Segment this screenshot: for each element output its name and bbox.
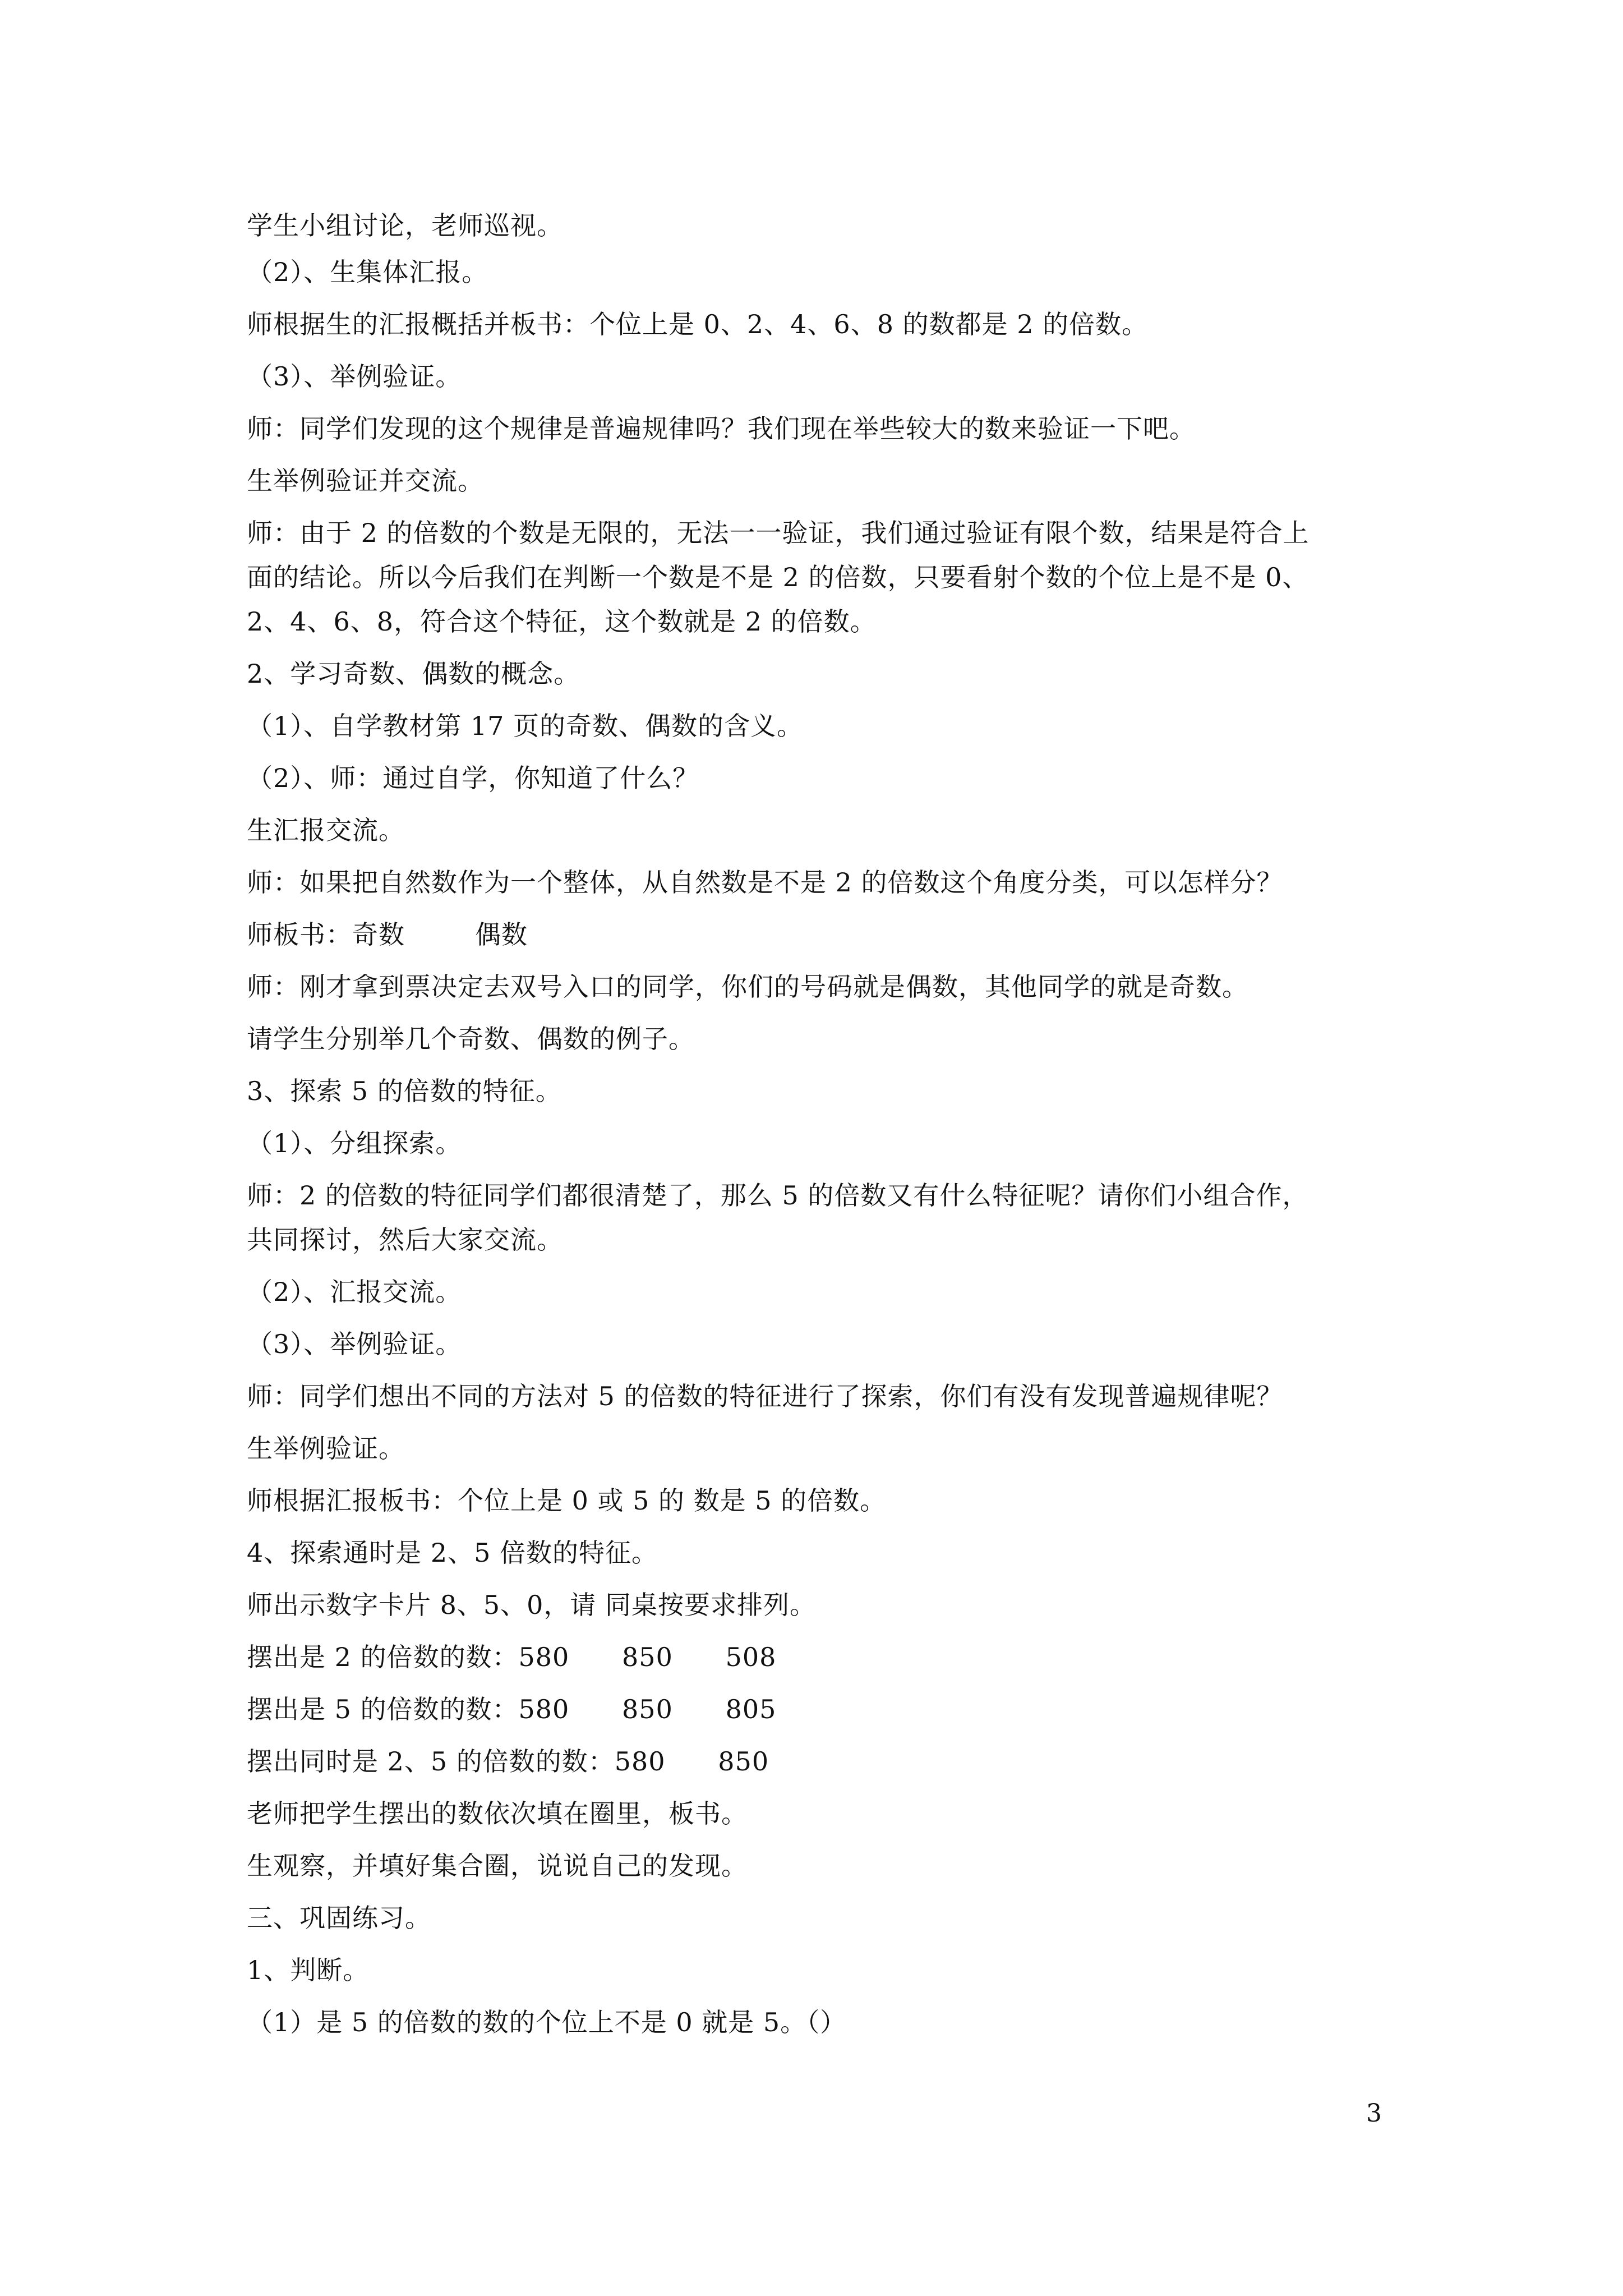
text-line: 摆出是 5 的倍数的数：580 850 805: [247, 1694, 777, 1724]
text-line: 4、探索通时是 2、5 倍数的特征。: [247, 1538, 658, 1568]
text-line: 师：同学们想出不同的方法对 5 的倍数的特征进行了探索，你们有没有发现普遍规律呢？: [247, 1381, 1283, 1411]
text-line: 老师把学生摆出的数依次填在圈里，板书。: [247, 1798, 748, 1829]
text-line: 师：2 的倍数的特征同学们都很清楚了，那么 5 的倍数又有什么特征呢？请你们小组合作，: [247, 1180, 1309, 1211]
text-line: 学生小组讨论，老师巡视。: [247, 210, 563, 241]
text-line: 师根据汇报板书：个位上是 0 或 5 的 数是 5 的倍数。: [247, 1485, 887, 1516]
text-line: （2）、师：通过自学，你知道了什么？: [247, 763, 699, 793]
text-line: （1）、分组探索。: [247, 1128, 462, 1158]
text-line: （3）、举例验证。: [247, 361, 462, 392]
text-line: 摆出同时是 2、5 的倍数的数：580 850: [247, 1746, 769, 1777]
text-line: 师：刚才拿到票决定去双号入口的同学，你们的号码就是偶数，其他同学的就是奇数。: [247, 972, 1248, 1002]
text-line: 师根据生的汇报概括并板书：个位上是 0、2、4、6、8 的数都是 2 的倍数。: [247, 309, 1149, 339]
text-line: 2、学习奇数、偶数的概念。: [247, 659, 580, 689]
text-line: 请学生分别举几个奇数、偶数的例子。: [247, 1024, 695, 1054]
text-line: 三、巩固练习。: [247, 1903, 431, 1933]
text-line: 共同探讨，然后大家交流。: [247, 1225, 563, 1255]
text-line: 师：如果把自然数作为一个整体，从自然数是不是 2 的倍数这个角度分类，可以怎样分？: [247, 867, 1283, 898]
page-number: 3: [1366, 2099, 1382, 2128]
text-line: 生举例验证。: [247, 1433, 405, 1464]
text-line: （2）、汇报交流。: [247, 1277, 462, 1307]
text-line: 生汇报交流。: [247, 815, 405, 845]
text-line: （2）、生集体汇报。: [247, 257, 488, 287]
text-line: 摆出是 2 的倍数的数：580 850 508: [247, 1642, 777, 1672]
text-line: 生观察，并填好集合圈，说说自己的发现。: [247, 1851, 748, 1881]
text-line: 生举例验证并交流。: [247, 466, 484, 496]
text-line: （1）是 5 的倍数的数的个位上不是 0 就是 5。（）: [247, 2007, 847, 2037]
text-line: 师：由于 2 的倍数的个数是无限的，无法一一验证，我们通过验证有限个数，结果是符合上: [247, 518, 1310, 548]
text-line: 师：同学们发现的这个规律是普遍规律吗？我们现在举些较大的数来验证一下吧。: [247, 413, 1196, 444]
text-line: （1）、自学教材第 17 页的奇数、偶数的含义。: [247, 711, 804, 741]
text-line: 师板书：奇数 偶数: [247, 919, 528, 950]
text-line: 师出示数字卡片 8、5、0，请 同桌按要求排列。: [247, 1590, 817, 1620]
text-line: 3、探索 5 的倍数的特征。: [247, 1076, 562, 1106]
text-line: 1、判断。: [247, 1955, 370, 1985]
text-line: （3）、举例验证。: [247, 1329, 462, 1359]
text-line: 面的结论。所以今后我们在判断一个数是不是 2 的倍数，只要看射个数的个位上是不是 0、: [247, 562, 1309, 592]
text-line: 2、4、6、8，符合这个特征，这个数就是 2 的倍数。: [247, 606, 877, 637]
